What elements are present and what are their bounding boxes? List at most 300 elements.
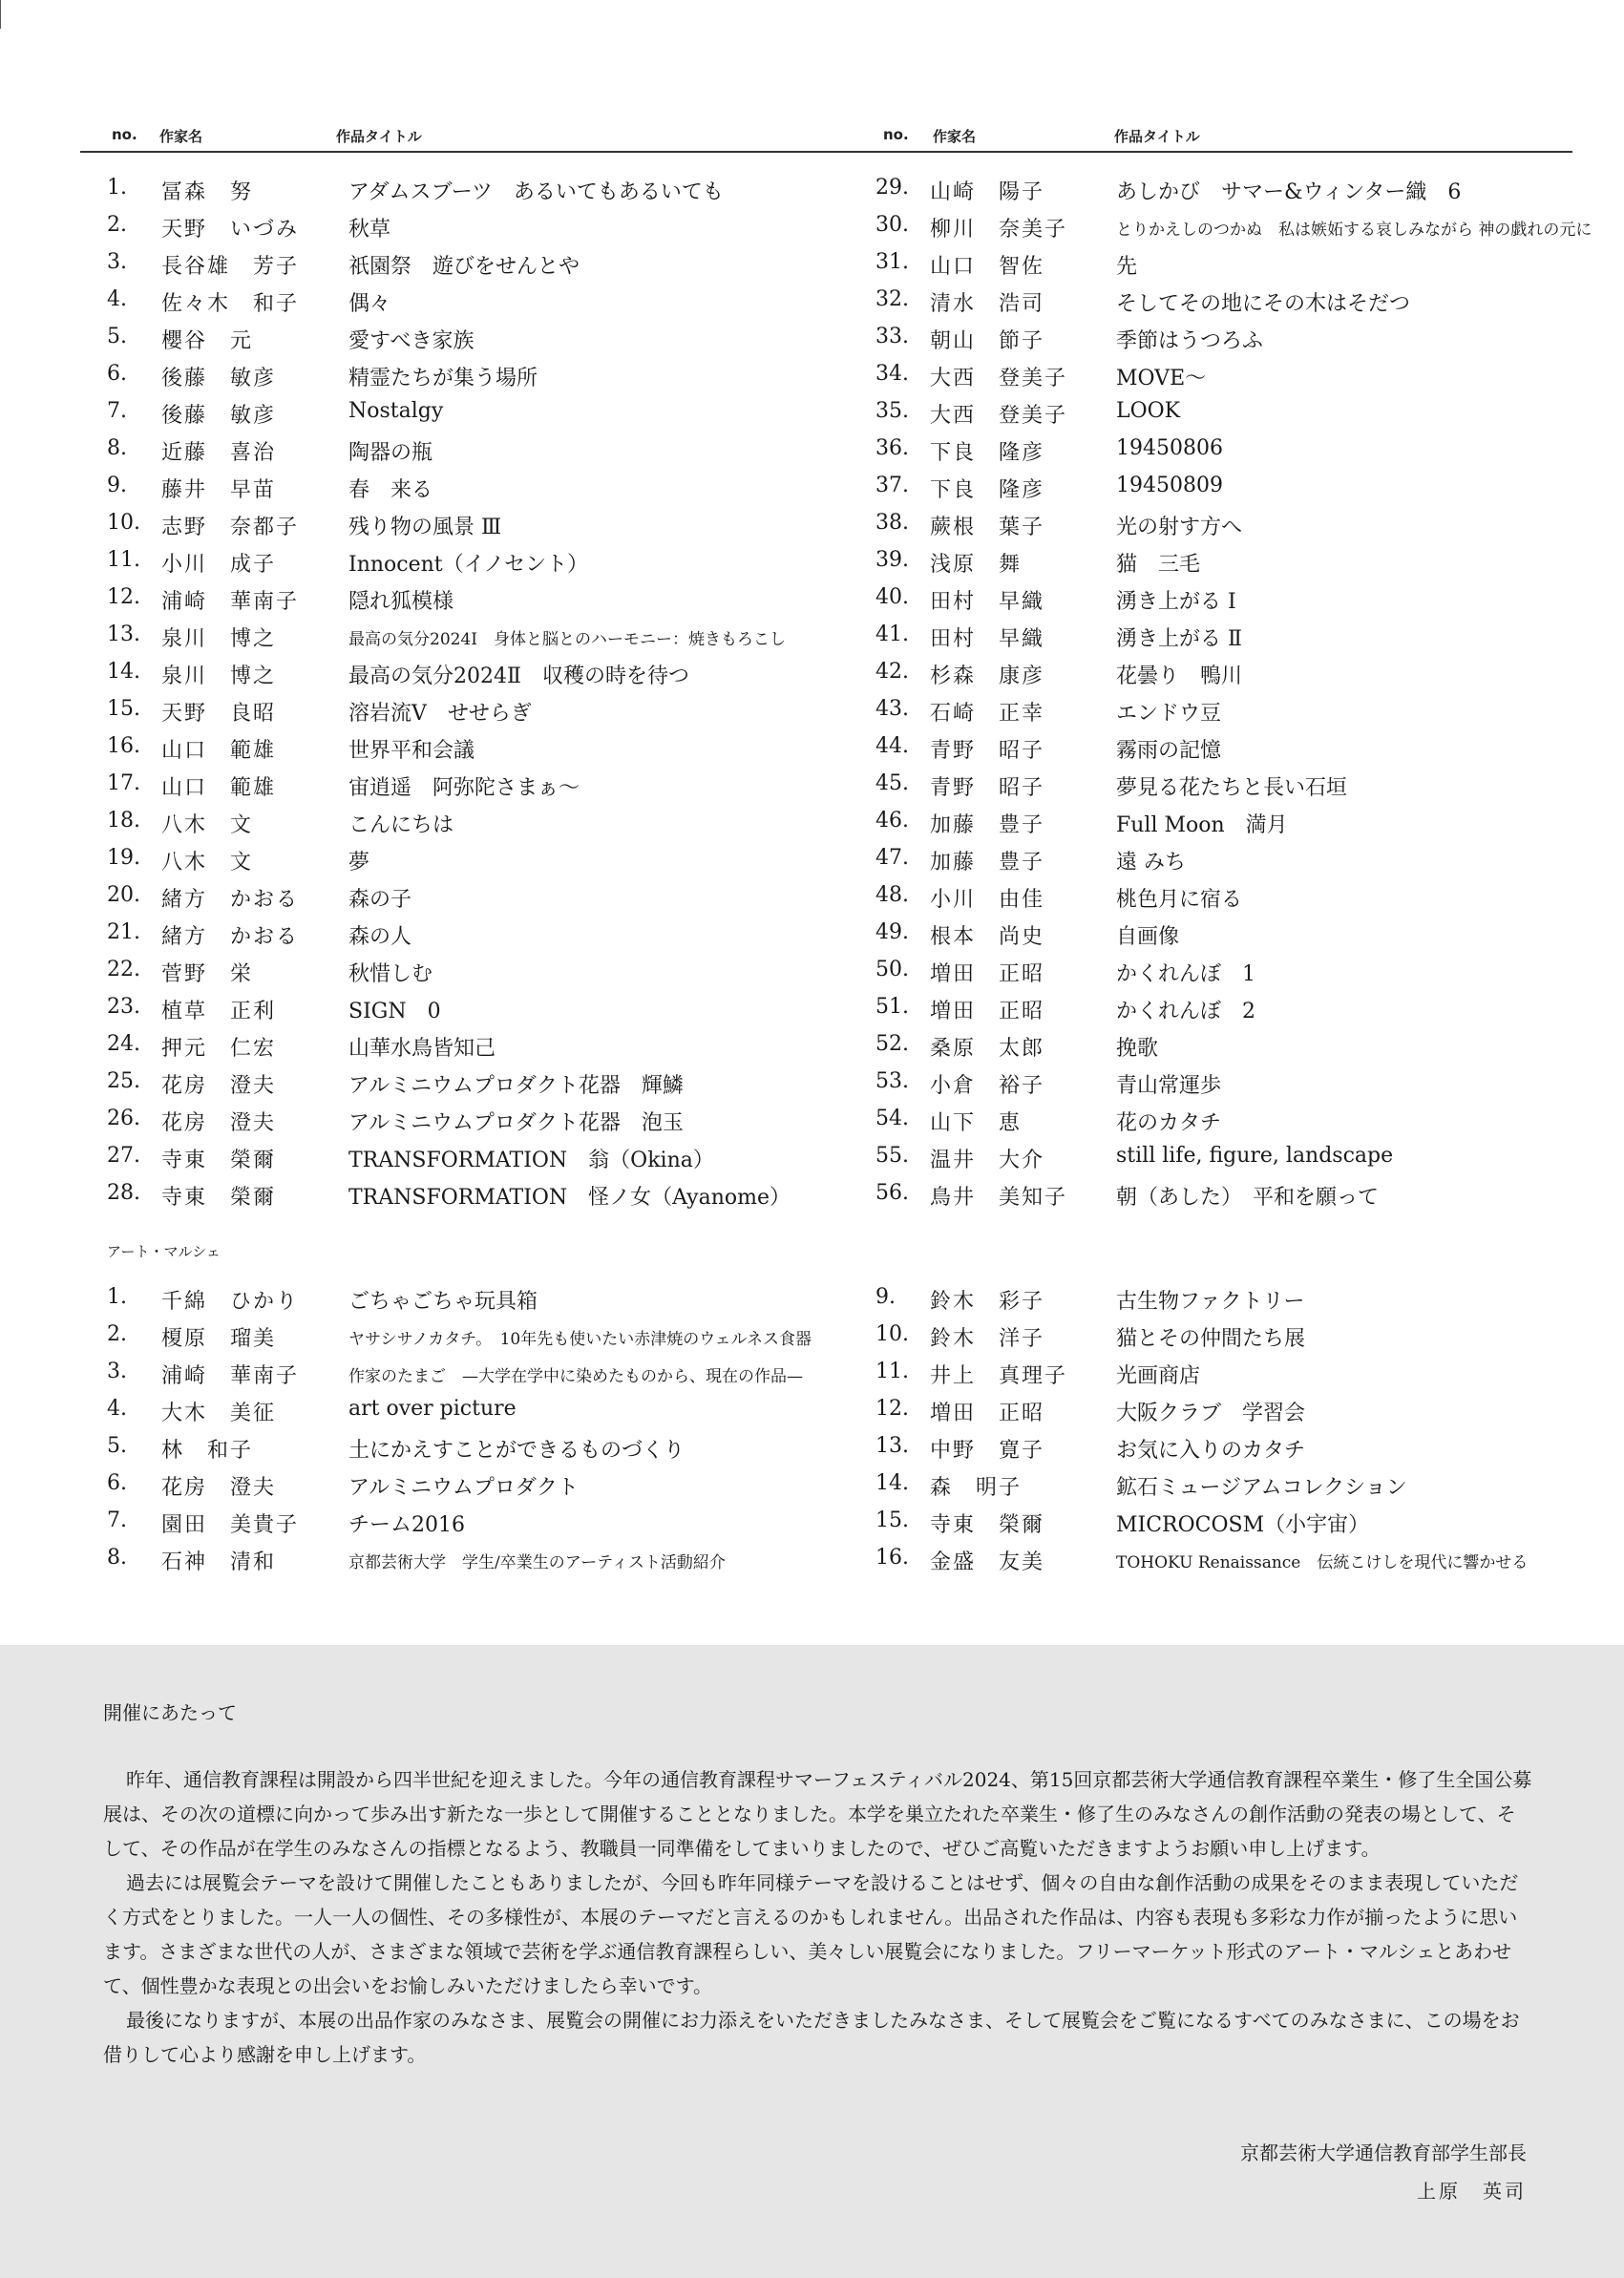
artist-name: 櫻谷 元 bbox=[161, 329, 254, 353]
exhibit-list-right bbox=[875, 170, 1592, 1213]
artist-name: 天野 良昭 bbox=[161, 702, 277, 726]
item-number: 3. bbox=[107, 250, 127, 274]
work-title: 愛すべき家族 bbox=[348, 329, 475, 353]
marche-list bbox=[107, 1279, 1572, 1577]
artist-name: 田村 早織 bbox=[930, 590, 1045, 614]
work-title: ごちゃごちゃ玩具箱 bbox=[348, 1290, 538, 1314]
signature-name: 上原 英司 bbox=[1417, 2180, 1527, 2203]
artist-name: 寺東 榮爾 bbox=[930, 1513, 1045, 1537]
artist-name: 小川 由佳 bbox=[930, 888, 1045, 912]
list-item bbox=[107, 654, 833, 691]
header-artist: 作家名 bbox=[933, 128, 977, 145]
work-title: 19450806 bbox=[1116, 436, 1223, 460]
list-item bbox=[107, 1391, 833, 1428]
item-number: 5. bbox=[107, 1434, 127, 1458]
artist-name: 浅原 舞 bbox=[930, 553, 1023, 577]
work-title: 遠 みち bbox=[1116, 851, 1186, 875]
item-number: 6. bbox=[107, 362, 127, 386]
item-number: 14. bbox=[875, 1471, 909, 1495]
list-item bbox=[875, 728, 1572, 766]
work-title: 秋草 bbox=[348, 218, 391, 242]
exhibit-column-right bbox=[875, 122, 1592, 1213]
list-item bbox=[875, 1503, 1572, 1540]
notice-paragraph: 昨年、通信教育課程は開設から四半世紀を迎えました。今年の通信教育課程サマーフェスティバル2024、第15回京都芸術大学通信教育課程卒業生・修了生全国公募展は、その次の道標に向かって歩み出す新たな一歩として開催することとなりました。本学を巣立たれた卒業生・修了生のみなさんの創作活動の発表の場として、そして、その作品が在学生のみなさんの指標となるよう、教職員一同準備をしてまいりましたので、ぜひご高覧いただきますようお願い申し上げます。 bbox=[103, 1768, 1532, 1860]
list-item bbox=[875, 1317, 1572, 1354]
list-item bbox=[107, 1317, 833, 1354]
artist-name: 志野 奈都子 bbox=[161, 516, 300, 539]
list-item bbox=[875, 1428, 1572, 1466]
work-title: 宙逍遥 阿弥陀さまぁ〜 bbox=[348, 776, 580, 800]
work-title: 朝（あした） 平和を願って bbox=[1116, 1186, 1380, 1210]
list-item bbox=[107, 877, 833, 915]
list-item bbox=[875, 319, 1572, 356]
item-number: 48. bbox=[875, 883, 909, 907]
list-item bbox=[107, 803, 833, 840]
artist-name: 千綿 ひかり bbox=[161, 1290, 300, 1314]
artist-name: 緒方 かおる bbox=[161, 888, 300, 912]
list-item bbox=[875, 1138, 1572, 1175]
artist-name: 田村 早織 bbox=[930, 627, 1045, 651]
list-item bbox=[875, 803, 1572, 840]
artist-name: 林 和子 bbox=[161, 1439, 254, 1463]
notice-body bbox=[103, 1762, 1533, 2072]
header-rule bbox=[80, 151, 1572, 153]
list-item bbox=[107, 617, 833, 654]
item-number: 53. bbox=[875, 1069, 909, 1093]
exhibit-list bbox=[107, 122, 1592, 1213]
artist-name: 天野 いづみ bbox=[161, 218, 300, 242]
item-number: 9. bbox=[875, 1285, 896, 1309]
item-number: 7. bbox=[107, 1508, 127, 1532]
list-item bbox=[107, 468, 833, 505]
artist-name: 増田 正昭 bbox=[930, 1402, 1045, 1425]
item-number: 30. bbox=[875, 213, 909, 237]
item-number: 31. bbox=[875, 250, 909, 274]
work-title: 夢見る花たちと長い石垣 bbox=[1116, 776, 1348, 800]
work-title: 春 来る bbox=[348, 478, 433, 502]
list-item bbox=[875, 542, 1572, 580]
work-title: SIGN 0 bbox=[348, 1000, 441, 1023]
item-number: 39. bbox=[875, 548, 909, 572]
header-title: 作品タイトル bbox=[1114, 128, 1200, 145]
list-item bbox=[875, 282, 1572, 319]
list-item bbox=[875, 1026, 1572, 1064]
header-no: no. bbox=[112, 126, 137, 143]
artist-name: 浦崎 華南子 bbox=[161, 1364, 300, 1388]
work-title: 森の子 bbox=[348, 888, 412, 912]
list-item bbox=[875, 691, 1572, 728]
item-number: 33. bbox=[875, 325, 909, 348]
item-number: 40. bbox=[875, 585, 909, 609]
list-item bbox=[875, 580, 1572, 617]
artist-name: 後藤 敏彦 bbox=[161, 367, 277, 390]
work-title: お気に入りのカタチ bbox=[1116, 1439, 1306, 1463]
list-item bbox=[107, 766, 833, 803]
artist-name: 緒方 かおる bbox=[161, 925, 300, 949]
artist-name: 下良 隆彦 bbox=[930, 441, 1045, 465]
item-number: 11. bbox=[107, 548, 140, 572]
notice-paragraph: 過去には展覧会テーマを設けて開催したこともありましたが、今回も昨年同様テーマを設けることはせず、個々の自由な創作活動の成果をそのまま表現していただく方式をとりました。一人一人の個性、その多様性が、本展のテーマだと言えるのかもしれません。出品された作品は、内容も表現も多彩な力作が揃ったように思います。さまざまな世代の人が、さまざまな領域で芸術を学ぶ通信教育課程らしい、美々しい展覧会になりました。フリーマーケット形式のアート・マルシェとあわせて、個性豊かな表現との出会いをお愉しみいただけましたら幸いです。 bbox=[103, 1871, 1519, 1997]
list-item bbox=[107, 989, 833, 1026]
marche-list-left bbox=[107, 1279, 833, 1577]
exhibit-list-left bbox=[107, 170, 833, 1213]
list-item bbox=[875, 1279, 1572, 1317]
artist-name: 八木 文 bbox=[161, 813, 254, 837]
artist-name: 花房 澄夫 bbox=[161, 1476, 277, 1500]
artist-name: 近藤 喜治 bbox=[161, 441, 277, 465]
list-item bbox=[107, 1101, 833, 1138]
item-number: 11. bbox=[875, 1360, 909, 1383]
item-number: 1. bbox=[107, 1285, 127, 1309]
item-number: 16. bbox=[875, 1546, 909, 1570]
artist-name: 石神 清和 bbox=[161, 1550, 277, 1574]
list-item bbox=[875, 1101, 1572, 1138]
item-number: 15. bbox=[875, 1508, 909, 1532]
item-number: 35. bbox=[875, 399, 909, 423]
item-number: 51. bbox=[875, 995, 909, 1019]
artist-name: 山口 範雄 bbox=[161, 739, 277, 763]
work-title: かくれんぼ 1 bbox=[1116, 962, 1255, 986]
artist-name: 寺東 榮爾 bbox=[161, 1186, 277, 1210]
artist-name: 榎原 瑠美 bbox=[161, 1327, 277, 1351]
item-number: 52. bbox=[875, 1032, 909, 1056]
list-item bbox=[875, 989, 1572, 1026]
item-number: 7. bbox=[107, 399, 127, 423]
work-title: Full Moon 満月 bbox=[1116, 813, 1288, 837]
artist-name: 花房 澄夫 bbox=[161, 1074, 277, 1098]
work-title: 世界平和会議 bbox=[348, 739, 475, 763]
work-title: Innocent（イノセント） bbox=[348, 553, 589, 577]
notice-heading: 開催にあたって bbox=[103, 1701, 237, 1724]
work-title: TOHOKU Renaissance 伝統こけしを現代に響かせる bbox=[1116, 1553, 1529, 1572]
item-number: 29. bbox=[875, 176, 909, 200]
item-number: 6. bbox=[107, 1471, 127, 1495]
work-title: MOVE〜 bbox=[1116, 367, 1207, 390]
list-item bbox=[107, 319, 833, 356]
column-header bbox=[107, 122, 833, 151]
item-number: 8. bbox=[107, 1546, 127, 1570]
list-item bbox=[875, 1175, 1572, 1213]
work-title: そしてその地にその木はそだつ bbox=[1116, 292, 1411, 316]
item-number: 13. bbox=[875, 1434, 909, 1458]
item-number: 50. bbox=[875, 958, 909, 981]
work-title: art over picture bbox=[348, 1397, 517, 1421]
artist-name: 杉森 康彦 bbox=[930, 664, 1045, 688]
marche-heading: アート・マルシェ bbox=[107, 1243, 221, 1260]
artist-name: 鈴木 彩子 bbox=[930, 1290, 1045, 1314]
list-item bbox=[107, 691, 833, 728]
artist-name: 温井 大介 bbox=[930, 1149, 1045, 1172]
item-number: 43. bbox=[875, 697, 909, 721]
work-title: アルミニウムプロダクト花器 泡玉 bbox=[348, 1111, 684, 1135]
work-title: 19450809 bbox=[1116, 474, 1223, 497]
work-title: アダムスブーツ あるいてもあるいても bbox=[348, 180, 724, 204]
artist-name: 菅野 栄 bbox=[161, 962, 254, 986]
work-title: 桃色月に宿る bbox=[1116, 888, 1243, 912]
work-title: still life, figure, landscape bbox=[1116, 1144, 1394, 1168]
list-item bbox=[107, 1175, 833, 1213]
work-title: 光画商店 bbox=[1116, 1364, 1201, 1388]
work-title: 土にかえすことができるものづくり bbox=[348, 1439, 685, 1463]
work-title: かくれんぼ 2 bbox=[1116, 1000, 1255, 1023]
artist-name: 長谷雄 芳子 bbox=[161, 255, 300, 279]
item-number: 20. bbox=[107, 883, 140, 907]
list-item bbox=[107, 840, 833, 877]
item-number: 12. bbox=[107, 585, 140, 609]
work-title: LOOK bbox=[1116, 399, 1181, 423]
list-item bbox=[875, 877, 1572, 915]
item-number: 47. bbox=[875, 846, 909, 870]
header-no: no. bbox=[883, 126, 909, 143]
item-number: 15. bbox=[107, 697, 140, 721]
list-item bbox=[875, 505, 1572, 542]
work-title: 先 bbox=[1116, 255, 1138, 279]
list-item bbox=[107, 728, 833, 766]
artist-name: 蕨根 葉子 bbox=[930, 516, 1045, 539]
item-number: 2. bbox=[107, 1322, 127, 1346]
work-title: 最高の気分2024Ⅱ 収穫の時を待つ bbox=[348, 664, 689, 688]
item-number: 32. bbox=[875, 287, 909, 311]
list-item bbox=[107, 1466, 833, 1503]
work-title: 溶岩流Ⅴ せせらぎ bbox=[348, 702, 532, 726]
artist-name: 鳥井 美知子 bbox=[930, 1186, 1068, 1210]
artist-name: 寺東 榮爾 bbox=[161, 1149, 277, 1172]
item-number: 17. bbox=[107, 771, 140, 795]
item-number: 9. bbox=[107, 474, 127, 497]
list-item bbox=[107, 282, 833, 319]
work-title: 光の射す方へ bbox=[1116, 516, 1243, 539]
list-item bbox=[107, 1138, 833, 1175]
item-number: 37. bbox=[875, 474, 909, 497]
list-item bbox=[875, 766, 1572, 803]
artist-name: 清水 浩司 bbox=[930, 292, 1045, 316]
artist-name: 山口 智佐 bbox=[930, 255, 1045, 279]
artist-name: 柳川 奈美子 bbox=[930, 218, 1068, 242]
work-title: 花曇り 鴨川 bbox=[1116, 664, 1243, 688]
list-item bbox=[107, 505, 833, 542]
artist-name: 泉川 博之 bbox=[161, 627, 277, 651]
list-item bbox=[875, 393, 1572, 431]
header-artist: 作家名 bbox=[159, 128, 203, 145]
item-number: 10. bbox=[107, 511, 140, 535]
work-title: Nostalgy bbox=[348, 399, 444, 423]
artist-name: 根本 尚史 bbox=[930, 925, 1045, 949]
work-title: ヤサシサノカタチ。 10年先も使いたい赤津焼のウェルネス食器 bbox=[348, 1330, 812, 1349]
work-title: 湧き上がる Ⅰ bbox=[1116, 590, 1236, 614]
item-number: 28. bbox=[107, 1181, 140, 1205]
work-title: TRANSFORMATION 翁（Okina） bbox=[348, 1149, 714, 1172]
artist-name: 後藤 敏彦 bbox=[161, 404, 277, 428]
item-number: 8. bbox=[107, 436, 127, 460]
work-title: 陶器の瓶 bbox=[348, 441, 433, 465]
list-item bbox=[875, 1540, 1572, 1577]
work-title: 古生物ファクトリー bbox=[1116, 1290, 1305, 1314]
item-number: 16. bbox=[107, 734, 140, 758]
artist-name: 園田 美貴子 bbox=[161, 1513, 300, 1537]
marche-list-right bbox=[875, 1279, 1572, 1577]
list-item bbox=[107, 431, 833, 468]
work-title: 大阪クラブ 学習会 bbox=[1116, 1402, 1306, 1425]
item-number: 21. bbox=[107, 920, 140, 944]
artist-name: 藤井 早苗 bbox=[161, 478, 277, 502]
work-title: 山華水鳥皆知己 bbox=[348, 1037, 496, 1061]
work-title: 京都芸術大学 学生/卒業生のアーティスト活動紹介 bbox=[348, 1553, 726, 1572]
signature-organization: 京都芸術大学通信教育部学生部長 bbox=[1240, 2141, 1527, 2164]
list-item bbox=[107, 1503, 833, 1540]
artist-name: 佐々木 和子 bbox=[161, 292, 300, 316]
work-title: エンドウ豆 bbox=[1116, 702, 1222, 726]
work-title: 鉱石ミュージアムコレクション bbox=[1116, 1476, 1407, 1500]
work-title: 精霊たちが集う場所 bbox=[348, 367, 538, 390]
list-item bbox=[875, 431, 1572, 468]
list-item bbox=[107, 542, 833, 580]
crop-mark bbox=[0, 0, 1, 29]
artist-name: 下良 隆彦 bbox=[930, 478, 1045, 502]
artist-name: 八木 文 bbox=[161, 851, 254, 875]
work-title: 季節はうつろふ bbox=[1116, 329, 1264, 353]
work-title: アルミニウムプロダクト bbox=[348, 1476, 579, 1500]
work-title: チーム2016 bbox=[348, 1513, 465, 1537]
work-title: 秋惜しむ bbox=[348, 962, 433, 986]
work-title: 花のカタチ bbox=[1116, 1111, 1222, 1135]
list-item bbox=[875, 654, 1572, 691]
work-title: 最高の気分2024Ⅰ 身体と脳とのハーモニー：焼きもろこし bbox=[348, 630, 786, 649]
list-item bbox=[107, 1428, 833, 1466]
list-item bbox=[107, 1354, 833, 1391]
list-item bbox=[875, 840, 1572, 877]
item-number: 25. bbox=[107, 1069, 140, 1093]
item-number: 26. bbox=[107, 1107, 140, 1130]
work-title: 挽歌 bbox=[1116, 1037, 1159, 1061]
work-title: TRANSFORMATION 怪ノ女（Ayanome） bbox=[348, 1186, 791, 1210]
notice-paragraph: 最後になりますが、本展の出品作家のみなさま、展覧会の開催にお力添えをいただきましたみなさま、そして展覧会をご覧になるすべてのみなさまに、この場をお借りして心より感謝を申し上げます。 bbox=[103, 2009, 1520, 2066]
artist-name: 花房 澄夫 bbox=[161, 1111, 277, 1135]
work-title: 隠れ狐模様 bbox=[348, 590, 454, 614]
list-item bbox=[875, 952, 1572, 989]
item-number: 4. bbox=[107, 1397, 127, 1421]
list-item bbox=[107, 915, 833, 952]
artist-name: 小川 成子 bbox=[161, 553, 277, 577]
work-title: とりかえしのつかぬ 私は嫉妬する哀しみながら 神の戯れの元に bbox=[1116, 221, 1592, 240]
list-item bbox=[875, 468, 1572, 505]
list-item bbox=[107, 580, 833, 617]
work-title: アルミニウムプロダクト花器 輝鱗 bbox=[348, 1074, 684, 1098]
work-title: 猫とその仲間たち展 bbox=[1116, 1327, 1306, 1351]
item-number: 38. bbox=[875, 511, 909, 535]
work-title: 祇園祭 遊びをせんとや bbox=[348, 255, 580, 279]
artist-name: 森 明子 bbox=[930, 1476, 1023, 1500]
work-title: 自画像 bbox=[1116, 925, 1180, 949]
item-number: 13. bbox=[107, 622, 140, 646]
work-title: こんにちは bbox=[348, 813, 454, 837]
item-number: 4. bbox=[107, 287, 127, 311]
artist-name: 山下 恵 bbox=[930, 1111, 1023, 1135]
list-item bbox=[875, 207, 1592, 244]
work-title: MICROCOSM（小宇宙） bbox=[1116, 1513, 1370, 1537]
artist-name: 大西 登美子 bbox=[930, 404, 1068, 428]
list-item bbox=[107, 244, 833, 282]
artist-name: 加藤 豊子 bbox=[930, 813, 1045, 837]
artist-name: 小倉 裕子 bbox=[930, 1074, 1045, 1098]
artist-name: 山口 範雄 bbox=[161, 776, 277, 800]
work-title: 作家のたまご —大学在学中に染めたものから、現在の作品— bbox=[348, 1367, 803, 1386]
list-item bbox=[875, 1391, 1572, 1428]
list-item bbox=[107, 393, 833, 431]
item-number: 5. bbox=[107, 325, 127, 348]
item-number: 36. bbox=[875, 436, 909, 460]
item-number: 24. bbox=[107, 1032, 140, 1056]
artist-name: 山崎 陽子 bbox=[930, 180, 1045, 204]
list-item bbox=[107, 170, 833, 207]
list-item bbox=[875, 1354, 1572, 1391]
work-title: 偶々 bbox=[348, 292, 391, 316]
artist-name: 泉川 博之 bbox=[161, 664, 277, 688]
artist-name: 井上 真理子 bbox=[930, 1364, 1068, 1388]
item-number: 49. bbox=[875, 920, 909, 944]
list-item bbox=[107, 1064, 833, 1101]
list-item bbox=[107, 207, 833, 244]
item-number: 45. bbox=[875, 771, 909, 795]
artist-name: 鈴木 洋子 bbox=[930, 1327, 1045, 1351]
artist-name: 大木 美征 bbox=[161, 1402, 277, 1425]
item-number: 19. bbox=[107, 846, 140, 870]
list-item bbox=[107, 356, 833, 393]
artist-name: 桑原 太郎 bbox=[930, 1037, 1045, 1061]
list-item bbox=[107, 952, 833, 989]
item-number: 18. bbox=[107, 809, 140, 833]
artist-name: 青野 昭子 bbox=[930, 739, 1045, 763]
work-title: 夢 bbox=[348, 851, 370, 875]
list-item bbox=[875, 244, 1572, 282]
item-number: 55. bbox=[875, 1144, 909, 1168]
item-number: 22. bbox=[107, 958, 140, 981]
work-title: 残り物の風景 Ⅲ bbox=[348, 516, 502, 539]
item-number: 10. bbox=[875, 1322, 909, 1346]
artist-name: 大西 登美子 bbox=[930, 367, 1068, 390]
list-item bbox=[107, 1540, 833, 1577]
item-number: 14. bbox=[107, 660, 140, 684]
item-number: 56. bbox=[875, 1181, 909, 1205]
list-item bbox=[107, 1279, 833, 1317]
item-number: 44. bbox=[875, 734, 909, 758]
artist-name: 押元 仁宏 bbox=[161, 1037, 277, 1061]
list-item bbox=[875, 1064, 1572, 1101]
artist-name: 金盛 友美 bbox=[930, 1550, 1045, 1574]
list-item bbox=[875, 617, 1572, 654]
exhibit-column-left bbox=[107, 122, 833, 1213]
item-number: 2. bbox=[107, 213, 127, 237]
artist-name: 石崎 正幸 bbox=[930, 702, 1045, 726]
list-item bbox=[875, 915, 1572, 952]
artist-name: 青野 昭子 bbox=[930, 776, 1045, 800]
item-number: 42. bbox=[875, 660, 909, 684]
notice-section bbox=[0, 1645, 1624, 2278]
work-title: 霧雨の記憶 bbox=[1116, 739, 1222, 763]
artist-name: 浦崎 華南子 bbox=[161, 590, 300, 614]
artist-name: 加藤 豊子 bbox=[930, 851, 1045, 875]
artist-name: 冨森 努 bbox=[161, 180, 254, 204]
work-title: 湧き上がる Ⅱ bbox=[1116, 627, 1242, 651]
list-item bbox=[107, 1026, 833, 1064]
header-title: 作品タイトル bbox=[336, 128, 422, 145]
list-item bbox=[875, 356, 1572, 393]
item-number: 27. bbox=[107, 1144, 140, 1168]
column-header bbox=[875, 122, 1572, 151]
artist-name: 朝山 節子 bbox=[930, 329, 1045, 353]
item-number: 46. bbox=[875, 809, 909, 833]
item-number: 41. bbox=[875, 622, 909, 646]
item-number: 12. bbox=[875, 1397, 909, 1421]
